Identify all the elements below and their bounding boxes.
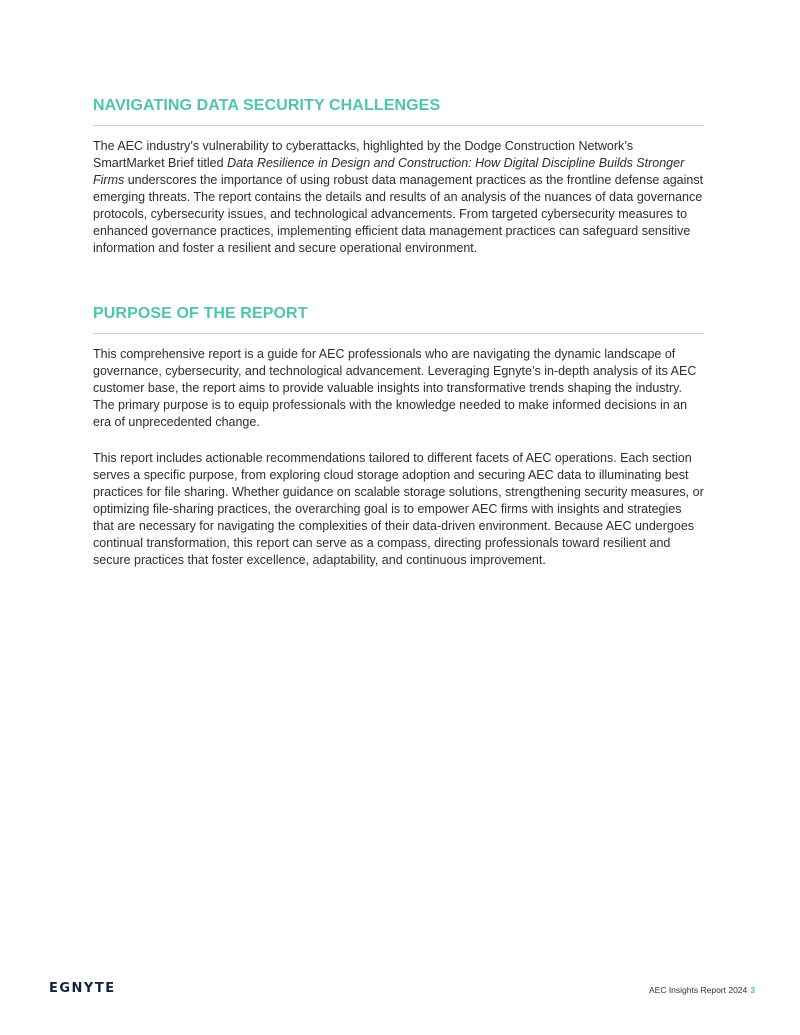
body-paragraph <box>93 138 704 257</box>
heading-divider <box>93 125 704 126</box>
report-title-italic: Data Resilience in Design and Construction: How Digital Discipline Builds Stronger Firms <box>93 156 685 187</box>
page-number: 3 <box>750 985 755 995</box>
paragraph-text: The AEC industry’s vulnerability to cyberattacks, highlighted by the Dodge Construction Network’s SmartMarket Brief titled <box>93 139 634 170</box>
page-footer <box>649 985 755 995</box>
paragraph-text: underscores the importance of using robust data management practices as the frontline defense against emerging threats. The report contains the details and results of an analysis of the nuances of data governance protocols, cybersecurity issues, and technological advancements. From targeted cybersecurity measures to enhanced governance practices, implementing efficient data management practices can safeguard sensitive information and foster a resilient and secure operational environment. <box>93 173 704 255</box>
section-heading: NAVIGATING DATA SECURITY CHALLENGES <box>93 97 441 114</box>
report-label: AEC Insights Report 2024 <box>648 985 748 995</box>
section-navigating-data-security <box>93 96 704 257</box>
egnyte-logo <box>49 981 116 996</box>
logo-text: EGNYTE <box>49 981 116 996</box>
body-paragraph: This comprehensive report is a guide for AEC professionals who are navigating the dynamic landscape of governance, cybersecurity, and technological advancement. Leveraging Egnyte’s in-depth analysis of its AEC customer base, the report aims to provide valuable insights into transformative trends shaping the industry. The primary purpose is to equip professionals with the knowledge needed to make informed decisions in an era of unprecedented change. <box>93 347 697 429</box>
section-purpose-of-report <box>93 304 704 569</box>
section-heading: PURPOSE OF THE REPORT <box>93 305 308 322</box>
body-paragraph: This report includes actionable recommendations tailored to different facets of AEC operations. Each section serves a specific purpose, from exploring cloud storage adoption and securing AEC data to illuminating best practices for file sharing. Whether guidance on scalable storage solutions, strengthening security measures, or optimizing file-sharing practices, the overarching goal is to empower AEC firms with insights and strategies that are necessary for navigating the complexities of their data-driven environment. Because AEC undergoes continual transformation, this report can serve as a compass, directing professionals toward resilient and secure practices that foster excellence, adaptability, and continuous improvement. <box>93 451 704 567</box>
heading-divider <box>93 333 704 334</box>
